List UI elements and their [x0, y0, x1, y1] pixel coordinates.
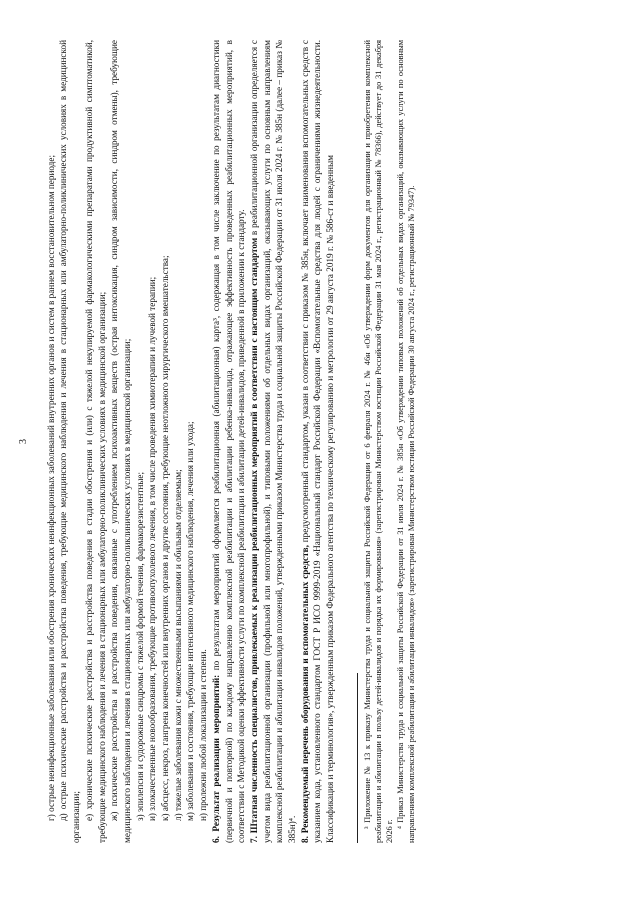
paragraph: з) эпилепсия и судорожные синдромы с тяжелой формой течения, фармакорезистентные;: [134, 471, 145, 821]
section-8-paragraph: 8. Рекомендуемый перечень оборудования и вспомогательных средств, предусмотренный стандартом, указан в соответствии с приказом № 385н, включает наименования вспомогательных средств с указанием кода, установленного стандартом ГОСТ Р ИСО 9999-2019 «Национальный стандарт Российской Федерации «Вспомогательные средства для людей с ограничениями жизнедеятельности. Классификация и терминология», утвержденным приказом Федерального агентства по техническому регулированию и метрологии от 29 августа 2019 г. № 586-ст и введенным: [299, 40, 336, 843]
paragraph: к) абсцесс, некроз, гангрена конечностей или внутренних органов и другие состояния, требующие неотложного хирургического вмешательства;: [160, 255, 171, 821]
paragraph: и) злокачественные новообразования, требующие противоопухолевого лечения, в том числе проведения химиотерапии и лучевой терапии;: [147, 276, 158, 821]
section-7-paragraph: 7. Штатная численность специалистов, привлекаемых к реализации реабилитационных мероприятий в соответствии с настоящим стандартом в реабилитационной организации определяется с учетом вида реабилитационной организации (профильной или многопрофильной), и типовыми положениями об отдельных видах организаций, оказывающих услуги по основным направлениям комплексной реабилитации и абилитации инвалидов положений, утвержденными приказом Министерства труда и социальной защиты Российской Федерации от 31 июля 2024 г. № 385н (далее – приказ № 385н)⁴.: [248, 40, 298, 843]
page-number: 3: [18, 439, 29, 444]
paragraph: м) заболевания и состояния, требующие интенсивного медицинского наблюдения, лечения или ухода;: [185, 421, 196, 821]
footnote: ⁴ Приказ Министерства труда и социальной защиты Российской Федерации от 31 июля 2024 г. № 385н «Об утверждении типовых положений об отдельных видах организаций, оказывающих услуги по основным направлениям комплексной реабилитации и абилитации инвалидов» (зарегистрирован Министерством юстиции Российской Федерации 30 августа 2024 г., регистрационный № 79347).: [395, 40, 416, 843]
footnote: ³ Приложение № 13 к приказу Министерства труда и социальной защиты Российской Федерации от 6 февраля 2024 г. № 46н «Об утверждении форм документов для организации и приобретения комплексной реабилитации и абилитации в пользу детей-инвалидов и порядка их формирования» (зарегистрирован Министерством юстиции Российской Федерации 31 мая 2024 г., регистрационный № 78366), действует до 31 декабря 2026 г.: [362, 40, 394, 843]
footnote-divider: [357, 673, 358, 843]
paragraph: е) хронические психические расстройства и расстройства поведения в стадии обострения и (или) с тяжелой некупируемой фармакологическими препаратами продуктивной симптоматикой, требующие медицинского наблюдения и лечения в стационарных или амбулаторно-поликлинических условиях в медицинской организации;: [83, 40, 107, 843]
footnotes: [362, 40, 417, 843]
section-6-paragraph: 6. Результат реализации мероприятий: по результатам мероприятий оформляется реабилитационная (абилитационная) карта³, содержащая в том числе заключение по результатам диагностики (первичной и повторной) по каждому направлению комплексной реабилитации и абилитации ребенка-инвалида, отражающее эффективность проведенных реабилитационных мероприятий, в соответствии с Методикой оценки эффективности услуги по комплексной реабилитации и абилитации детей-инвалидов, приведенной в приложении к стандарту.: [210, 40, 247, 843]
document-body: [45, 40, 337, 843]
paragraph: н) пролежни любой локализации и степени.: [198, 649, 209, 821]
paragraph: л) тяжелые заболевания кожи с множественными высыпаниями и обильным отделяемым;: [172, 469, 183, 821]
paragraph: г) острые неинфекционные заболевания или обострения хронических неинфекционных заболеваний внутренних органов и систем в раннем восстановительном периоде;: [45, 155, 56, 821]
paragraph: ж) психические расстройства и расстройства поведения, связанные с употреблением психоактивных веществ (острая интоксикация, синдром зависимости, синдром отмены), требующие медицинского наблюдения и лечения в стационарных или амбулаторно-поликлинических условиях в медицинской организации;: [109, 40, 132, 843]
paragraph: д) острые психические расстройства и расстройства поведения, требующие медицинского наблюдения и лечения в стационарных или амбулаторно-поликлинических условиях в медицинской организации;: [58, 40, 82, 843]
